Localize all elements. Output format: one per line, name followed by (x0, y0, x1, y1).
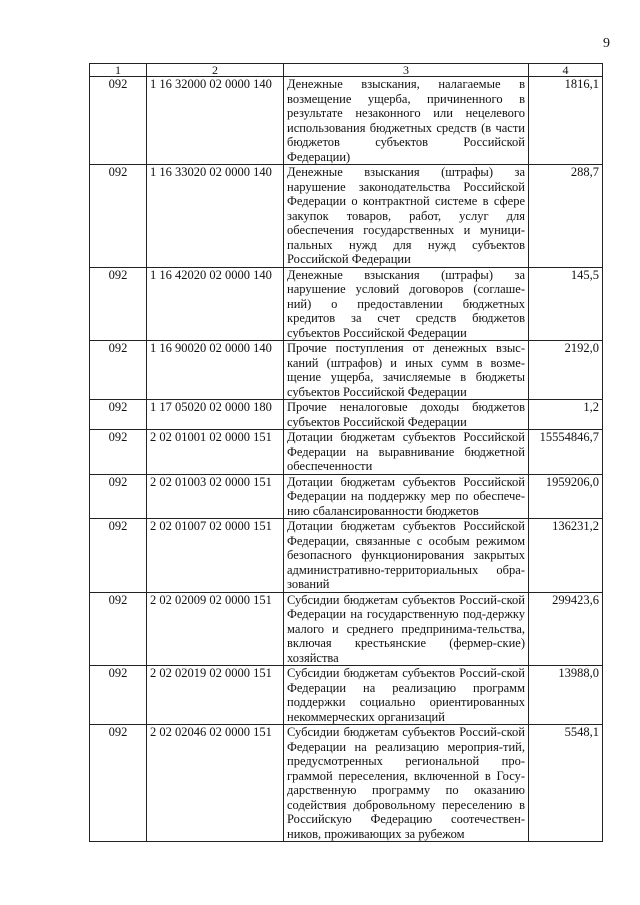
budget-classification-code-cell: 2 02 02009 02 0000 151 (147, 592, 284, 666)
budget-classification-code-cell: 1 16 32000 02 0000 140 (147, 77, 284, 165)
admin-code-cell: 092 (90, 430, 147, 475)
column-number-header-row (90, 64, 603, 77)
budget-classification-code-cell: 1 16 90020 02 0000 140 (147, 341, 284, 400)
revenue-name-cell: Денежные взыскания (штрафы) за нарушение законодательства Российской Федерации о контрактной системе в сфере закупок товаров, работ, услуг для обеспечения государственных и муници-пальных нужд для нужд субъектов Российской Федерации (284, 165, 529, 268)
revenue-name-cell: Прочие поступления от денежных взыс-каний (штрафов) и иных сумм в возме-щение ущерба, зачисляемые в бюджеты субъектов Российской Федерации (284, 341, 529, 400)
amount-cell: 1959206,0 (529, 474, 603, 519)
budget-revenue-table (89, 63, 603, 842)
table-row (90, 725, 603, 842)
table-row (90, 474, 603, 519)
admin-code-cell: 092 (90, 592, 147, 666)
budget-classification-code-cell: 2 02 02046 02 0000 151 (147, 725, 284, 842)
admin-code-cell: 092 (90, 400, 147, 430)
table-row (90, 519, 603, 593)
revenue-name-cell: Дотации бюджетам субъектов Российской Федерации на выравнивание бюджетной обеспеченности (284, 430, 529, 475)
budget-classification-code-cell: 1 16 42020 02 0000 140 (147, 267, 284, 341)
amount-cell: 5548,1 (529, 725, 603, 842)
budget-classification-code-cell: 2 02 01001 02 0000 151 (147, 430, 284, 475)
column-4-header: 4 (529, 64, 603, 77)
table-row (90, 666, 603, 725)
revenue-name-cell: Субсидии бюджетам субъектов Россий-ской Федерации на государственную под-держку малого и среднего предпринима-тельства, включая крестьянские (фермер-ские) хозяйства (284, 592, 529, 666)
table-row (90, 267, 603, 341)
table-row (90, 400, 603, 430)
budget-classification-code-cell: 1 17 05020 02 0000 180 (147, 400, 284, 430)
table-row (90, 165, 603, 268)
table-row (90, 592, 603, 666)
budget-classification-code-cell: 2 02 02019 02 0000 151 (147, 666, 284, 725)
page-number: 9 (603, 36, 610, 51)
revenue-name-cell: Денежные взыскания, налагаемые в возмещение ущерба, причиненного в результате незаконного или нецелевого использования бюджетных средств (в части бюджетов субъектов Российской Федерации) (284, 77, 529, 165)
amount-cell: 15554846,7 (529, 430, 603, 475)
amount-cell: 145,5 (529, 267, 603, 341)
admin-code-cell: 092 (90, 165, 147, 268)
column-1-header: 1 (90, 64, 147, 77)
admin-code-cell: 092 (90, 267, 147, 341)
revenue-name-cell: Прочие неналоговые доходы бюджетов субъектов Российской Федерации (284, 400, 529, 430)
admin-code-cell: 092 (90, 519, 147, 593)
amount-cell: 299423,6 (529, 592, 603, 666)
admin-code-cell: 092 (90, 666, 147, 725)
revenue-name-cell: Дотации бюджетам субъектов Российской Федерации, связанные с особым режимом безопасного функционирования закрытых административно-территориальных обра-зований (284, 519, 529, 593)
column-2-header: 2 (147, 64, 284, 77)
revenue-name-cell: Субсидии бюджетам субъектов Россий-ской Федерации на реализацию мероприя-тий, предусмотренных региональной про-граммой переселения, включенной в Госу-дарственную программу по оказанию содействия добровольному переселению в Российскую Федерацию соотечествен-ников, проживающих за рубежом (284, 725, 529, 842)
admin-code-cell: 092 (90, 725, 147, 842)
column-3-header: 3 (284, 64, 529, 77)
admin-code-cell: 092 (90, 341, 147, 400)
budget-classification-code-cell: 1 16 33020 02 0000 140 (147, 165, 284, 268)
budget-classification-code-cell: 2 02 01003 02 0000 151 (147, 474, 284, 519)
revenue-name-cell: Дотации бюджетам субъектов Российской Федерации на поддержку мер по обеспече-нию сбалансированности бюджетов (284, 474, 529, 519)
amount-cell: 2192,0 (529, 341, 603, 400)
table-row (90, 341, 603, 400)
amount-cell: 1816,1 (529, 77, 603, 165)
amount-cell: 136231,2 (529, 519, 603, 593)
admin-code-cell: 092 (90, 77, 147, 165)
revenue-name-cell: Денежные взыскания (штрафы) за нарушение условий договоров (соглаше-ний) о предоставлении бюджетных кредитов за счет средств бюджетов субъектов Российской Федерации (284, 267, 529, 341)
amount-cell: 288,7 (529, 165, 603, 268)
table-row (90, 77, 603, 165)
amount-cell: 1,2 (529, 400, 603, 430)
budget-classification-code-cell: 2 02 01007 02 0000 151 (147, 519, 284, 593)
revenue-name-cell: Субсидии бюджетам субъектов Россий-ской Федерации на реализацию программ поддержки социально ориентированных некоммерческих организаций (284, 666, 529, 725)
amount-cell: 13988,0 (529, 666, 603, 725)
table-row (90, 430, 603, 475)
admin-code-cell: 092 (90, 474, 147, 519)
